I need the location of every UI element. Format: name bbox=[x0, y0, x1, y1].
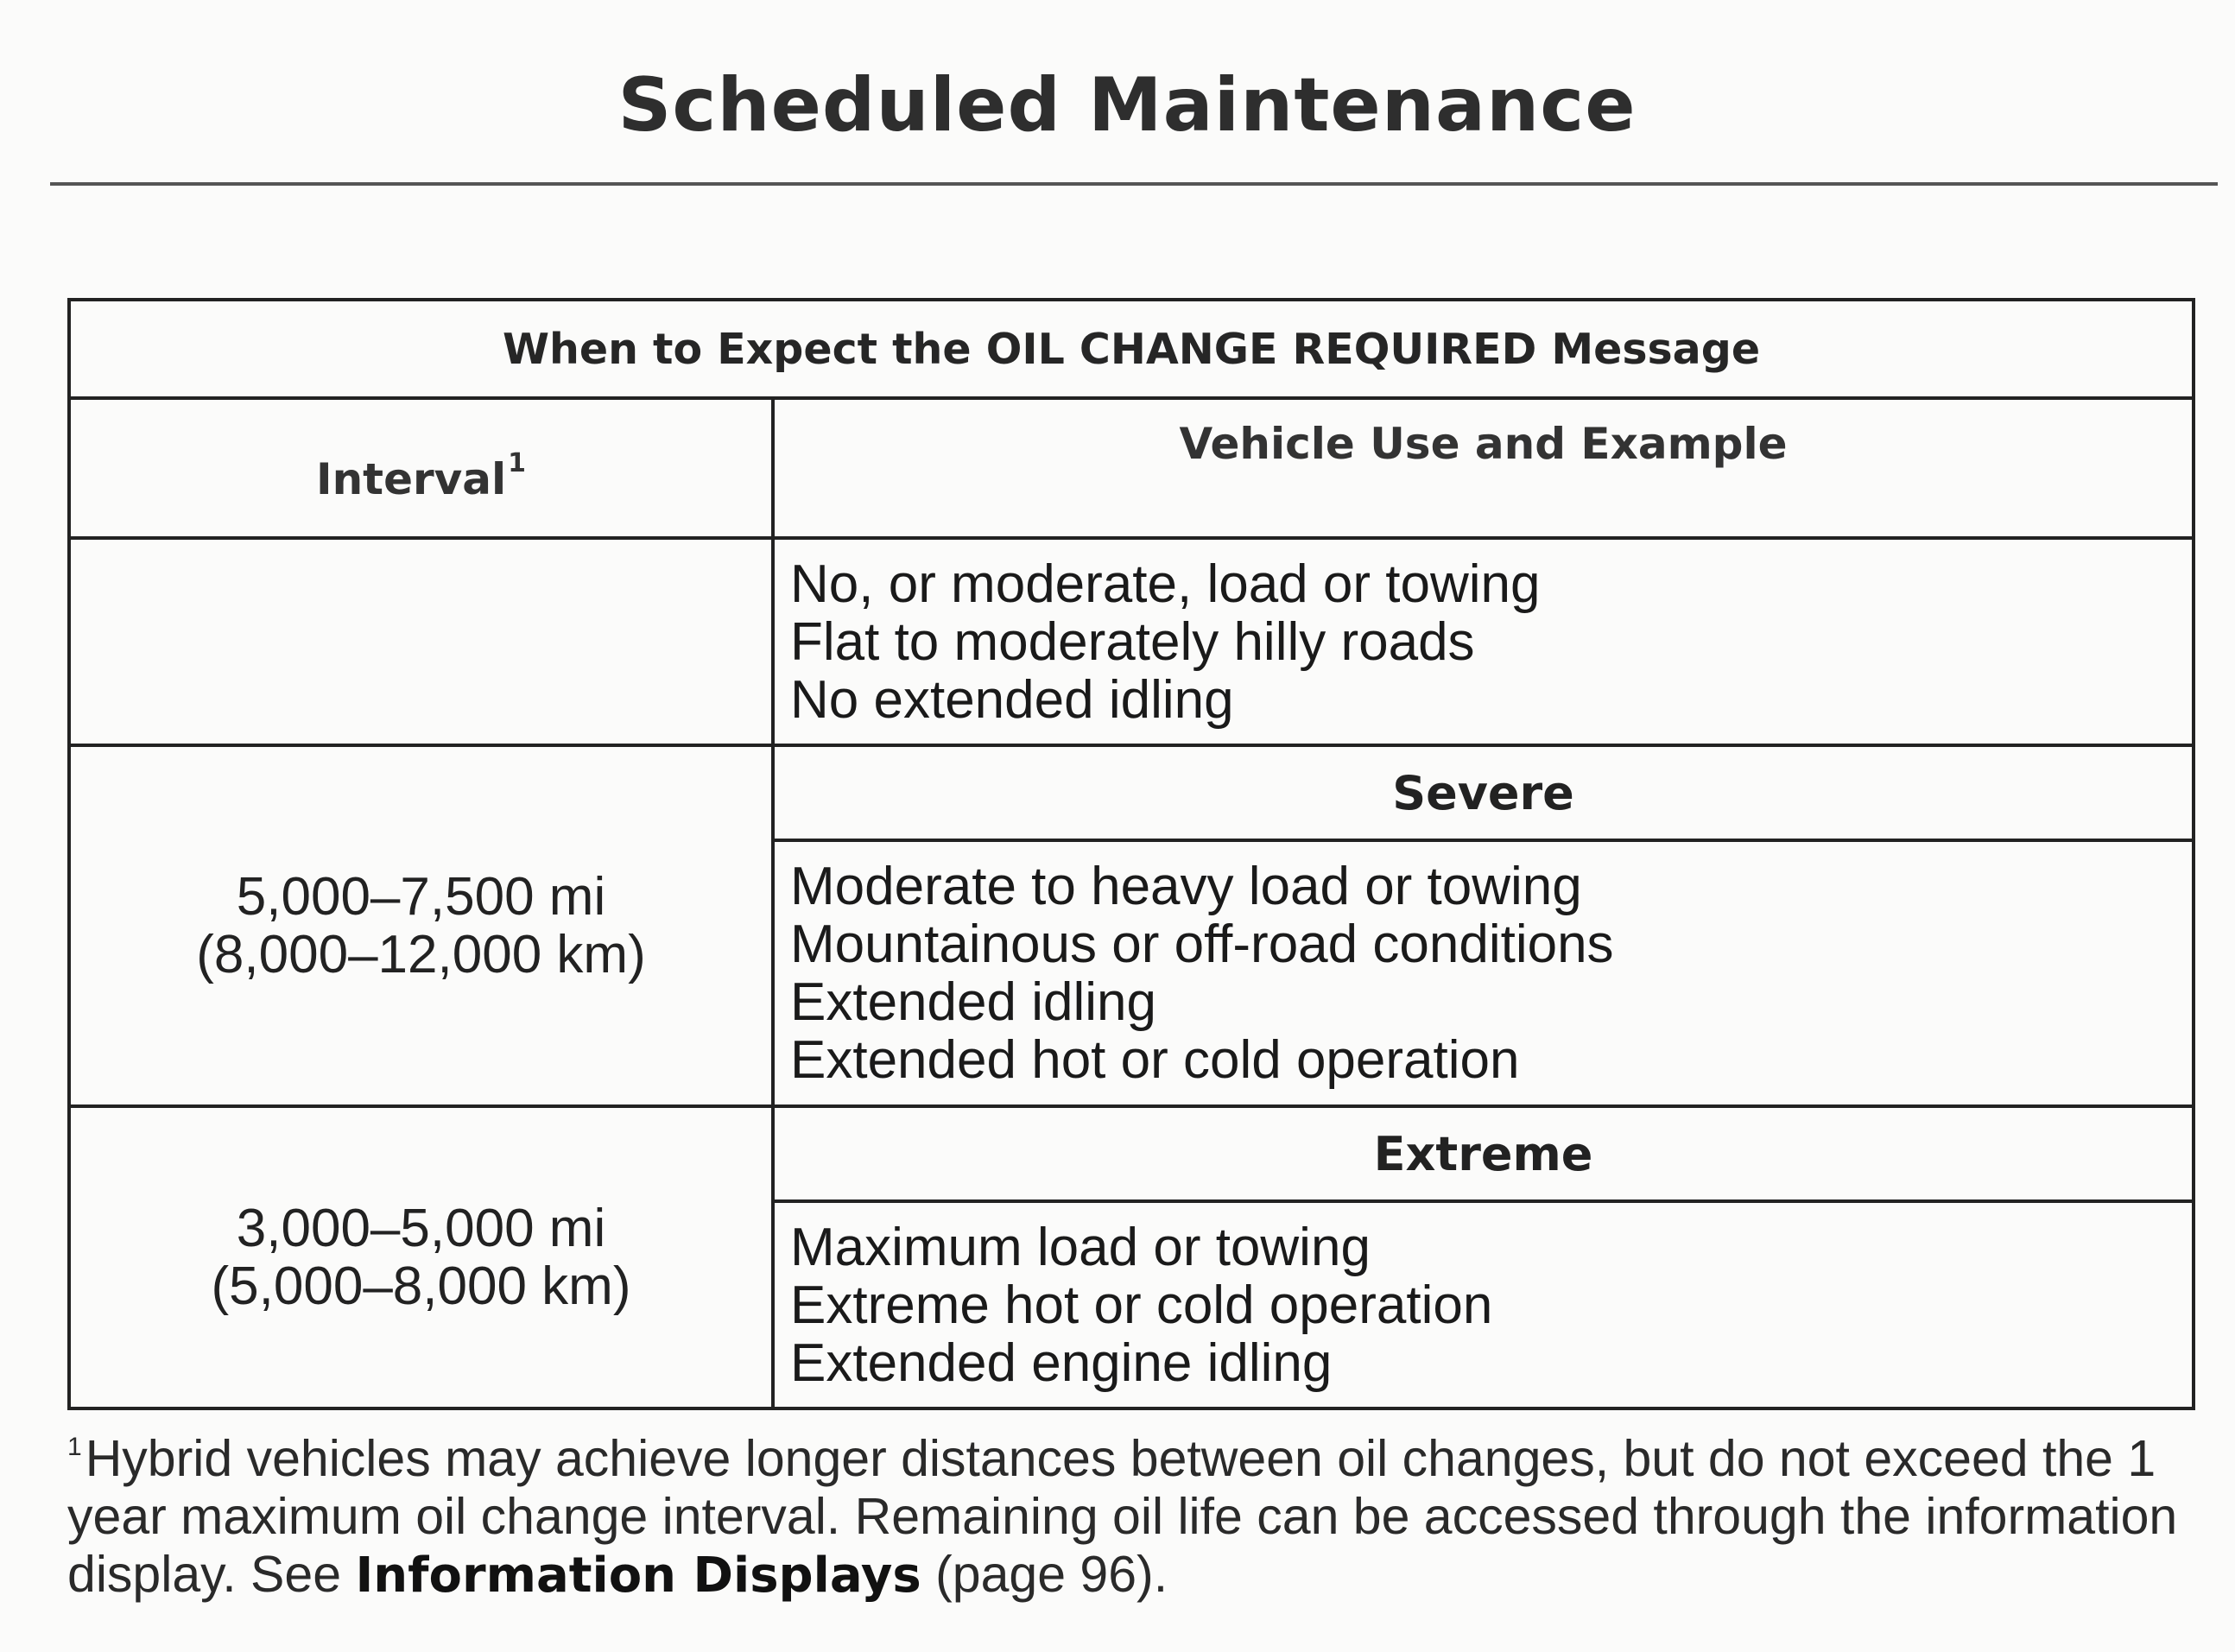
interval-km: (5,000–8,000 km) bbox=[211, 1256, 631, 1316]
condition-item: Extreme hot or cold operation bbox=[790, 1275, 1493, 1335]
footnote-page-ref: (page 96). bbox=[921, 1546, 1168, 1603]
table-row bbox=[69, 1106, 2194, 1201]
condition-item: Maximum load or towing bbox=[790, 1217, 1371, 1277]
interval-cell-normal bbox=[69, 538, 773, 745]
page-title: Scheduled Maintenance bbox=[617, 62, 1637, 149]
table-caption: When to Expect the OIL CHANGE REQUIRED Message bbox=[69, 300, 2194, 398]
footnote-text: Hybrid vehicles may achieve longer distances between oil changes, but do not exceed the 1 year maximum oil change interval. Remaining oil life can be accessed through the information display. See bbox=[67, 1430, 2178, 1603]
table-caption-row bbox=[69, 300, 2194, 398]
conditions-cell-extreme bbox=[773, 1201, 2194, 1408]
condition-item: Mountainous or off-road conditions bbox=[790, 915, 1614, 974]
table-row bbox=[69, 745, 2194, 840]
footnote-marker: 1 bbox=[508, 447, 527, 478]
column-header-interval-label: Interval bbox=[315, 453, 507, 504]
condition-item: Extended engine idling bbox=[790, 1332, 1333, 1393]
table-header-row bbox=[69, 398, 2194, 538]
category-severe: Severe bbox=[773, 745, 2194, 840]
category-extreme: Extreme bbox=[773, 1106, 2194, 1201]
information-displays-reference: Information Displays bbox=[355, 1548, 921, 1604]
interval-miles: 3,000–5,000 mi bbox=[236, 1199, 606, 1258]
interval-cell-severe bbox=[69, 745, 773, 1106]
interval-km: (8,000–12,000 km) bbox=[196, 925, 646, 984]
title-divider bbox=[50, 182, 2218, 186]
interval-miles: 5,000–7,500 mi bbox=[236, 867, 606, 927]
conditions-cell-severe bbox=[773, 840, 2194, 1106]
table-row bbox=[69, 538, 2194, 745]
oil-change-table bbox=[67, 298, 2195, 1410]
condition-item: No extended idling bbox=[790, 669, 1234, 730]
column-header-interval bbox=[69, 398, 773, 538]
condition-item: Moderate to heavy load or towing bbox=[790, 857, 1582, 916]
condition-item: Extended idling bbox=[790, 972, 1156, 1032]
interval-cell-extreme bbox=[69, 1106, 773, 1408]
footnote bbox=[67, 1418, 2192, 1605]
condition-item: No, or moderate, load or towing bbox=[790, 554, 1541, 614]
condition-item: Flat to moderately hilly roads bbox=[790, 611, 1475, 672]
footnote-mark: 1 bbox=[67, 1433, 82, 1461]
condition-item: Extended hot or cold operation bbox=[790, 1030, 1520, 1090]
conditions-cell-normal bbox=[773, 538, 2194, 745]
column-header-vehicle-use: Vehicle Use and Example bbox=[773, 398, 2194, 538]
